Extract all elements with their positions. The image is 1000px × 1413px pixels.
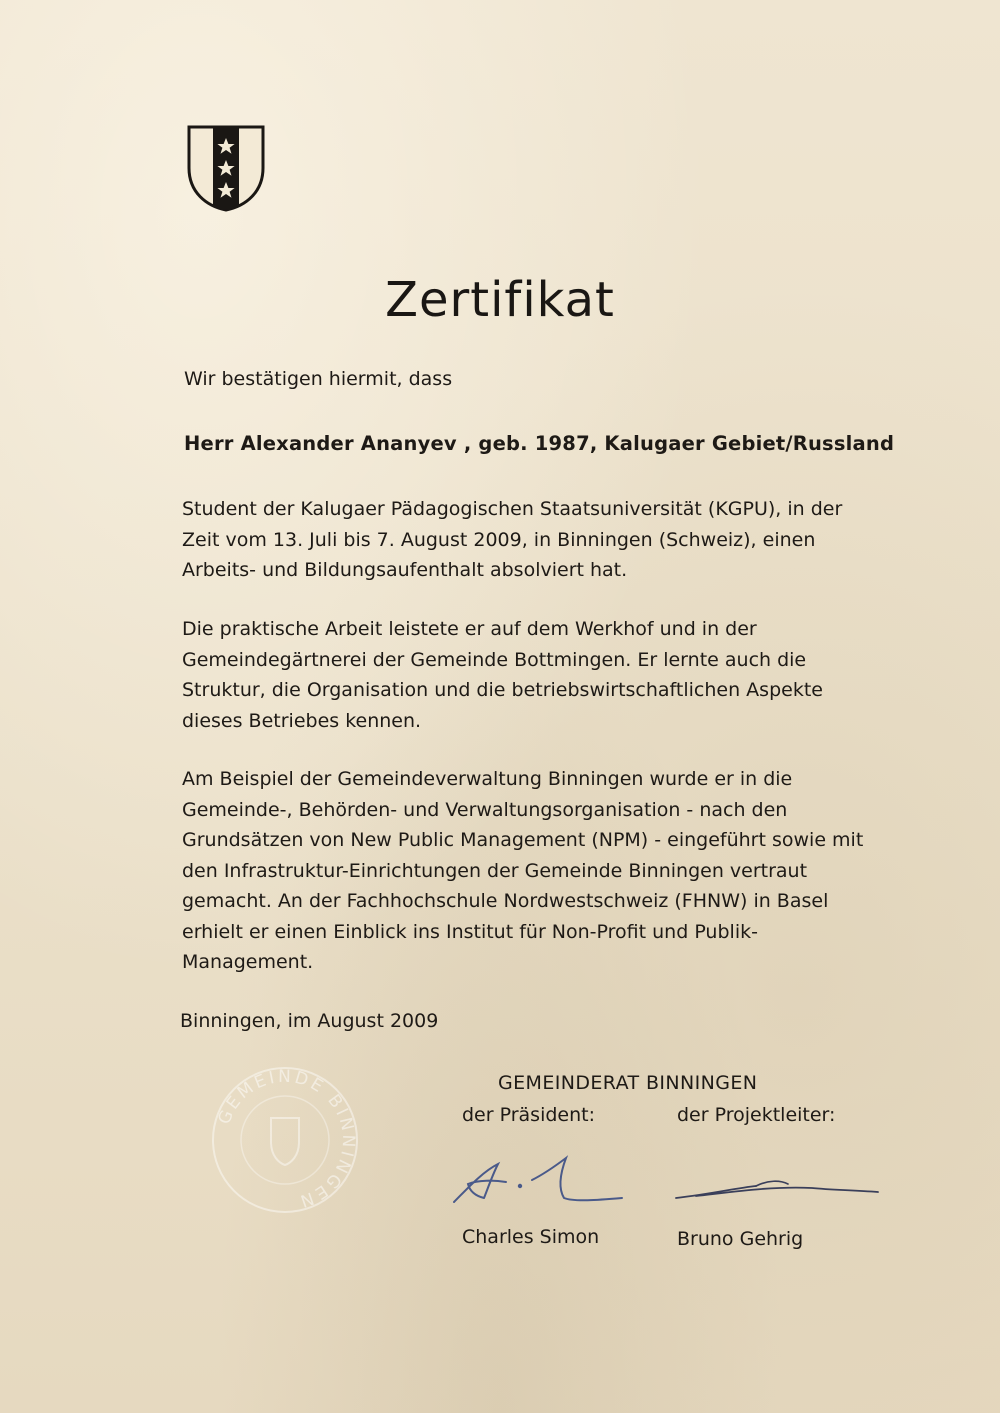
role-project-lead: der Projektleiter: [677,1104,836,1126]
svg-text:GEMEINDE BINNINGEN [214,1067,358,1212]
paragraph-practical-work: Die praktische Arbeit leistete er auf dem Werkhof und in der Gemeindegärtnerei der Gemeinde Bottmingen. Er lernte auch die Struktur, die Organisation und die betriebswirtschaftlichen Aspekte dieses Betriebes kennen. [182,618,823,732]
place-date: Binningen, im August 2009 [180,1010,439,1032]
embossed-seal [205,1060,365,1220]
signature-president [448,1150,628,1220]
recipient-line: Herr Alexander Ananyev , geb. 1987, Kalugaer Gebiet/Russland [184,432,895,455]
coat-of-arms-icon [186,124,266,212]
signature-project-lead [672,1168,882,1208]
paragraph-study: Student der Kalugaer Pädagogischen Staatsuniversität (KGPU), in der Zeit vom 13. Juli bis 7. August 2009, in Binningen (Schweiz), einen Arbeits- und Bildungsaufenthalt absolviert hat. [182,498,843,581]
document-title: Zertifikat [385,272,615,328]
council-heading: GEMEINDERAT BINNINGEN [498,1072,758,1094]
intro-text: Wir bestätigen hiermit, dass [184,368,453,390]
role-president: der Präsident: [462,1104,595,1126]
name-project-lead: Bruno Gehrig [677,1228,804,1250]
name-president: Charles Simon [462,1226,600,1248]
paragraph-administration: Am Beispiel der Gemeindeverwaltung Binningen wurde er in die Gemeinde-, Behörden- und Verwaltungsorganisation - nach den Grundsätzen von New Public Management (NPM) - eingeführt sowie mit den Infrastruktur-Einrichtungen der Gemeinde Binningen vertraut gemacht. An der Fachhochschule Nordwestschweiz (FHNW) in Basel erhielt er einen Einblick ins Institut für Non-Profit und Publik-Management. [182,768,864,973]
seal-text: GEMEINDE BINNINGEN [214,1066,359,1212]
